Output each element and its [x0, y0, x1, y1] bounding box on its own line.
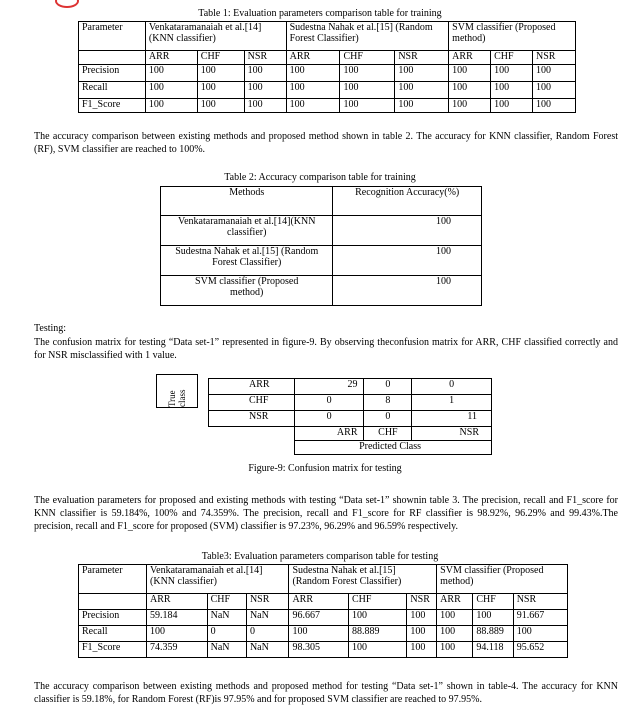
table-cell: 100: [145, 99, 197, 113]
cm-cell: 0: [412, 379, 492, 395]
cm-cell: 0: [364, 379, 412, 395]
table-cell: 100: [491, 82, 533, 99]
table-cell: 100: [244, 65, 286, 82]
table1: [78, 21, 576, 113]
table3-subheader: NSR: [407, 594, 437, 610]
table1-row-label: Recall: [79, 82, 146, 99]
paragraph-accuracy-testing: The accuracy comparison between existing methods and proposed method for testing “Data set-1” shown in table-4. The accuracy for KNN classifier is 59.18%, for Random Forest (RF)is 97.95% and for proposed SVM classifier are reached to 97.95%.: [34, 681, 618, 705]
table3-blank-cell: [79, 594, 147, 610]
table-cell: 100: [395, 99, 449, 113]
table1-caption: Table 1: Evaluation parameters comparison table for training: [198, 8, 442, 19]
table1-group-svm: SVM classifier (Proposed method): [449, 22, 576, 51]
table-cell: 74.359: [147, 642, 208, 658]
table-cell: 100: [145, 65, 197, 82]
true-class-label-box: [156, 374, 198, 408]
true-class-label: True class: [167, 389, 187, 407]
table-row: [79, 65, 576, 82]
table3-subheader: CHF: [473, 594, 513, 610]
table-cell: 100: [449, 65, 491, 82]
cm-cell: 8: [364, 395, 412, 411]
table-cell: 98.305: [289, 642, 349, 658]
cm-col-label: CHF: [364, 427, 412, 441]
table-cell: 100: [348, 642, 406, 658]
table-cell: 100: [407, 626, 437, 642]
table-cell: 100: [473, 610, 513, 626]
table1-subheader: ARR: [286, 51, 340, 65]
table2: [160, 186, 482, 306]
cm-cell: 1: [412, 395, 492, 411]
table1-subheader: CHF: [491, 51, 533, 65]
table2-method: Sudestna Nahak et al.[15] (Random Forest Classifier): [161, 246, 333, 276]
table-cell: 88.889: [473, 626, 513, 642]
table-cell: 100: [533, 82, 576, 99]
table2-header-accuracy: Recognition Accuracy(%): [333, 187, 482, 216]
table1-param-header: Parameter: [79, 22, 146, 51]
table-cell: 100: [437, 610, 473, 626]
cm-cell: 0: [294, 411, 364, 427]
cm-row-label: NSR: [209, 411, 295, 427]
table-cell: 100: [407, 610, 437, 626]
confusion-matrix-table: [208, 378, 492, 455]
cm-col-label: ARR: [294, 427, 364, 441]
table-cell: NaN: [246, 642, 289, 658]
table-row: [161, 246, 482, 276]
table2-accuracy: 100: [333, 216, 482, 246]
cm-row-label: CHF: [209, 395, 295, 411]
table3-subheader: NSR: [513, 594, 567, 610]
table2-method: SVM classifier (Proposed method): [161, 276, 333, 306]
table1-subheader: CHF: [197, 51, 244, 65]
figure9-caption: Figure-9: Confusion matrix for testing: [248, 463, 402, 474]
table-cell: 100: [286, 82, 340, 99]
table1-subheader: CHF: [340, 51, 395, 65]
table-cell: NaN: [246, 610, 289, 626]
table-cell: 100: [197, 99, 244, 113]
table3-row-label: Recall: [79, 626, 147, 642]
table-cell: 88.889: [348, 626, 406, 642]
table1-subheader: NSR: [244, 51, 286, 65]
table-cell: 100: [407, 642, 437, 658]
cm-cell: 11: [412, 411, 492, 427]
table1-blank-cell: [79, 51, 146, 65]
cm-blank-cell: [209, 427, 295, 441]
table2-header-methods: Methods: [161, 187, 333, 216]
table-row: [161, 216, 482, 246]
table-cell: 100: [145, 82, 197, 99]
table3-row-label: F1_Score: [79, 642, 147, 658]
table3-row-label: Precision: [79, 610, 147, 626]
table-row: [161, 276, 482, 306]
table-cell: 94.118: [473, 642, 513, 658]
table-cell: 0: [207, 626, 246, 642]
paragraph-evaluation-testing: The evaluation parameters for proposed and existing methods with testing “Data set-1” shownin table 3. The precision, recall and F1_score for KNN classifier is 59.184%, 100% and 74.359%. The precision, recall and F1_score for RF classifier is 98.92%, 96.29% and 99.43%.The precision, recall and F1_score for proposed (SVM) classifier is 97.23%, 96.29% and 96.59% respectively.: [34, 495, 618, 532]
table-cell: 100: [513, 626, 567, 642]
cm-blank-cell: [209, 441, 295, 455]
table3-subheader: ARR: [437, 594, 473, 610]
table1-subheader: NSR: [533, 51, 576, 65]
paragraph-accuracy-training: The accuracy comparison between existing methods and proposed method shown in table 2. The accuracy for KNN classifier, Random Forest (RF), SVM classifier are reached to 100%.: [34, 131, 618, 155]
table-cell: 100: [147, 626, 208, 642]
table-cell: 96.667: [289, 610, 349, 626]
table-cell: 100: [340, 65, 395, 82]
table3-group-svm: SVM classifier (Proposed method): [437, 565, 568, 594]
table-cell: 100: [437, 642, 473, 658]
table3-subheader: ARR: [147, 594, 208, 610]
table-row: [79, 99, 576, 113]
table-cell: 100: [533, 65, 576, 82]
table3-subheader: CHF: [348, 594, 406, 610]
table-cell: 100: [491, 65, 533, 82]
table-cell: NaN: [207, 642, 246, 658]
table1-group-rf: Sudestna Nahak et al.[15] (Random Forest Classifier): [286, 22, 449, 51]
cm-col-label: NSR: [412, 427, 492, 441]
cm-predicted-label: Predicted Class: [294, 441, 491, 455]
table3: [78, 564, 568, 658]
paragraph-confusion-intro: The confusion matrix for testing “Data set-1” represented in figure-9. By observing theconfusion matrix for ARR, CHF classified correctly and for NSR misclassified with 1 value.: [34, 337, 618, 361]
table-cell: 100: [244, 99, 286, 113]
table-cell: 100: [491, 99, 533, 113]
table-cell: 100: [340, 82, 395, 99]
cm-cell: 0: [294, 395, 364, 411]
table-cell: 100: [244, 82, 286, 99]
table1-subheader: NSR: [395, 51, 449, 65]
table-cell: 100: [395, 65, 449, 82]
table1-subheader: ARR: [145, 51, 197, 65]
table-cell: 100: [340, 99, 395, 113]
table2-accuracy: 100: [333, 246, 482, 276]
testing-heading: Testing:: [34, 323, 67, 334]
table3-subheader: CHF: [207, 594, 246, 610]
table-row: [79, 642, 568, 658]
table2-method: Venkataramanaiah et al.[14](KNN classifier): [161, 216, 333, 246]
table-cell: 0: [246, 626, 289, 642]
table-cell: 100: [289, 626, 349, 642]
table3-caption: Table3: Evaluation parameters comparison table for testing: [201, 551, 439, 562]
table-row: [79, 82, 576, 99]
table1-row-label: F1_Score: [79, 99, 146, 113]
table-cell: 100: [348, 610, 406, 626]
cm-cell: 0: [364, 411, 412, 427]
table-cell: 100: [286, 65, 340, 82]
table3-subheader: NSR: [246, 594, 289, 610]
table3-group-knn: Venkataramanaiah et al.[14] (KNN classifier): [147, 565, 289, 594]
table-cell: NaN: [207, 610, 246, 626]
table1-row-label: Precision: [79, 65, 146, 82]
table3-subheader: ARR: [289, 594, 349, 610]
table1-group-knn: Venkataramanaiah et al.[14] (KNN classifier): [145, 22, 286, 51]
table-cell: 100: [197, 82, 244, 99]
cm-cell: 29: [294, 379, 364, 395]
table2-caption: Table 2: Accuracy comparison table for training: [224, 172, 416, 183]
table1-subheader: ARR: [449, 51, 491, 65]
table-cell: 100: [437, 626, 473, 642]
cm-row-label: ARR: [209, 379, 295, 395]
table3-group-rf: Sudestna Nahak et al.[15] (Random Forest Classifier): [289, 565, 437, 594]
table-cell: 95.652: [513, 642, 567, 658]
table-cell: 100: [197, 65, 244, 82]
table-cell: 91.667: [513, 610, 567, 626]
table-cell: 100: [395, 82, 449, 99]
table2-accuracy: 100: [333, 276, 482, 306]
red-annotation-mark: [55, 0, 79, 8]
table-cell: 100: [533, 99, 576, 113]
table3-param-header: Parameter: [79, 565, 147, 594]
table-cell: 100: [449, 99, 491, 113]
table-cell: 100: [449, 82, 491, 99]
table-cell: 59.184: [147, 610, 208, 626]
table-row: [79, 626, 568, 642]
table-row: [79, 610, 568, 626]
table-cell: 100: [286, 99, 340, 113]
